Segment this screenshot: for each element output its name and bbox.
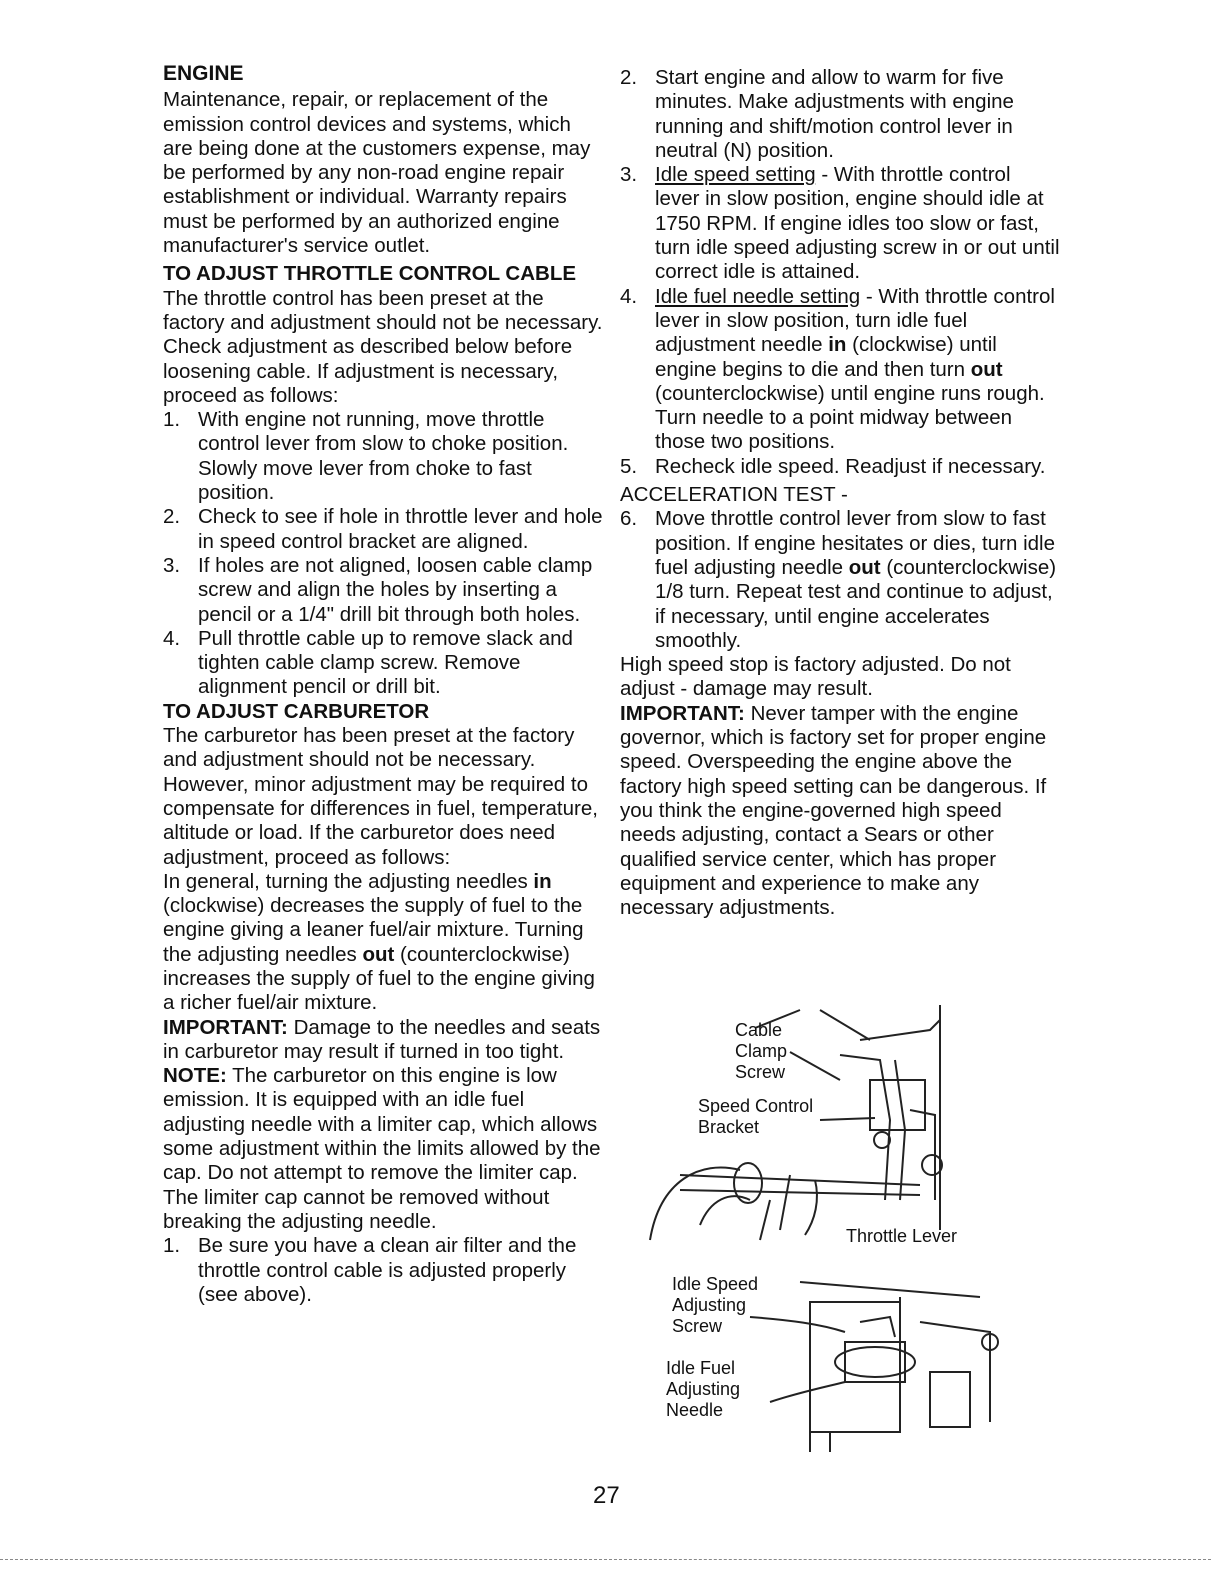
carburetor-step-1: 1. Be sure you have a clean air filter and the throttle control cable is adjusted properly (see above). [163,1234,577,1306]
label-idle-fuel-adjusting-needle: Idle Fuel Adjusting Needle [666,1358,741,1420]
heading-carburetor: TO ADJUST CARBURETOR [163,699,430,723]
right-column [620,66,1060,920]
engine-paragraph: Maintenance, repair, or replacement of the emission control devices and systems, which are being done at the customers expense, may be performed by any non-road engine repair establishment or individual. Warranty repairs must be performed by an authorized engine manufacturer's service outlet. [163,88,591,258]
acceleration-heading: ACCELERATION TEST - [620,483,848,507]
throttle-step-1: 1. With engine not running, move throttle control lever from slow to choke position. Slowly move lever from choke to fast position. [163,408,569,505]
throttle-paragraph: The throttle control has been preset at the factory and adjustment should not be necessary. Check adjustment as described below before loosening cable. If adjustment is necessary, proceed as follows: [163,286,603,407]
scan-edge-rule [0,1559,1211,1560]
throttle-step-2: 2. Check to see if hole in throttle lever and hole in speed control bracket are aligned. [163,505,603,553]
label-speed-control-bracket: Speed Control Bracket [698,1096,814,1137]
heading-throttle-cable: TO ADJUST THROTTLE CONTROL CABLE [163,262,577,286]
important-paragraph: IMPORTANT: Damage to the needles and seats in carburetor may result if turned in too tight. [163,1015,601,1063]
carburetor-step-2: 2. Start engine and allow to warm for five minutes. Make adjustments with engine running and shift/motion control lever in neutral (N) position. [620,66,1014,162]
carburetor-figure [660,1262,1020,1462]
throttle-step-4: 4. Pull throttle cable up to remove slack and tighten cable clamp screw. Remove alignment pencil or drill bit. [163,626,573,699]
note-paragraph: NOTE: The carburetor on this engine is low emission. It is equipped with an idle fuel adjusting needle with a limiter cap, which allows some adjustment within the limits allowed by the cap. Do not attempt to remove the limiter cap. The limiter cap cannot be removed without breaking the adjusting needle. [163,1064,601,1233]
carburetor-paragraph: The carburetor has been preset at the factory and adjustment should not be necessary. However, minor adjustment may be required to compensate for differences in fuel, temperature, altitude or load. If the carburetor does need adjustment, proceed as follows: [163,724,598,869]
label-cable-clamp-screw: Cable Clamp Screw [735,1020,788,1082]
left-column [163,62,603,1307]
label-throttle-lever: Throttle Lever [846,1226,958,1246]
carburetor-step-3: 3. Idle speed setting - With throttle control lever in slow position, engine should idle at 1750 RPM. If engine idles too slow or fast, turn idle speed adjusting screw in or out until correct idle is attained. [620,163,1060,284]
throttle-step-3: 3. If holes are not aligned, loosen cable clamp screw and align the holes by inserting a pencil or a 1/4" drill bit through both holes. [163,553,593,626]
carburetor-step-6: 6. Move throttle control lever from slow to fast position. If engine hesitates or dies, turn idle fuel adjusting needle out (counterclockwise) 1/8 turn. Repeat test and continue to adjust, if necessary, until engine accelerates smoothly. [620,507,1057,652]
heading-engine: ENGINE [163,62,244,85]
high-speed-paragraph: High speed stop is factory adjusted. Do not adjust - damage may result. [620,653,1011,701]
important-governor-paragraph: IMPORTANT: Never tamper with the engine governor, which is factory set for proper engine speed. Overspeeding the engine above the factory high speed setting can be dangerous. If you think the engine-governed high speed needs adjusting, contact a Sears or other qualified service center, which has proper equipment and experience to make any necessary adjustments. [620,701,1047,920]
throttle-cable-figure [640,1000,1060,1250]
carburetor-step-4: 4. Idle fuel needle setting - With throttle control lever in slow position, turn idle fuel adjustment needle in (clockwise) until engine begins to die and then turn out (counterclockwise) until engine runs rough. Turn needle to a point midway between those two positions. [620,284,1055,454]
label-idle-speed-adjusting-screw: Idle Speed Adjusting Screw [672,1274,759,1336]
page-number: 27 [593,1482,620,1509]
general-paragraph: In general, turning the adjusting needles in (clockwise) decreases the supply of fuel to the engine giving a leaner fuel/air mixture. Turning the adjusting needles out (counterclockwise) increases the supply of fuel to the engine giving a richer fuel/air mixture. [163,869,595,1015]
carburetor-step-5: 5. Recheck idle speed. Readjust if necessary. [620,454,1046,478]
